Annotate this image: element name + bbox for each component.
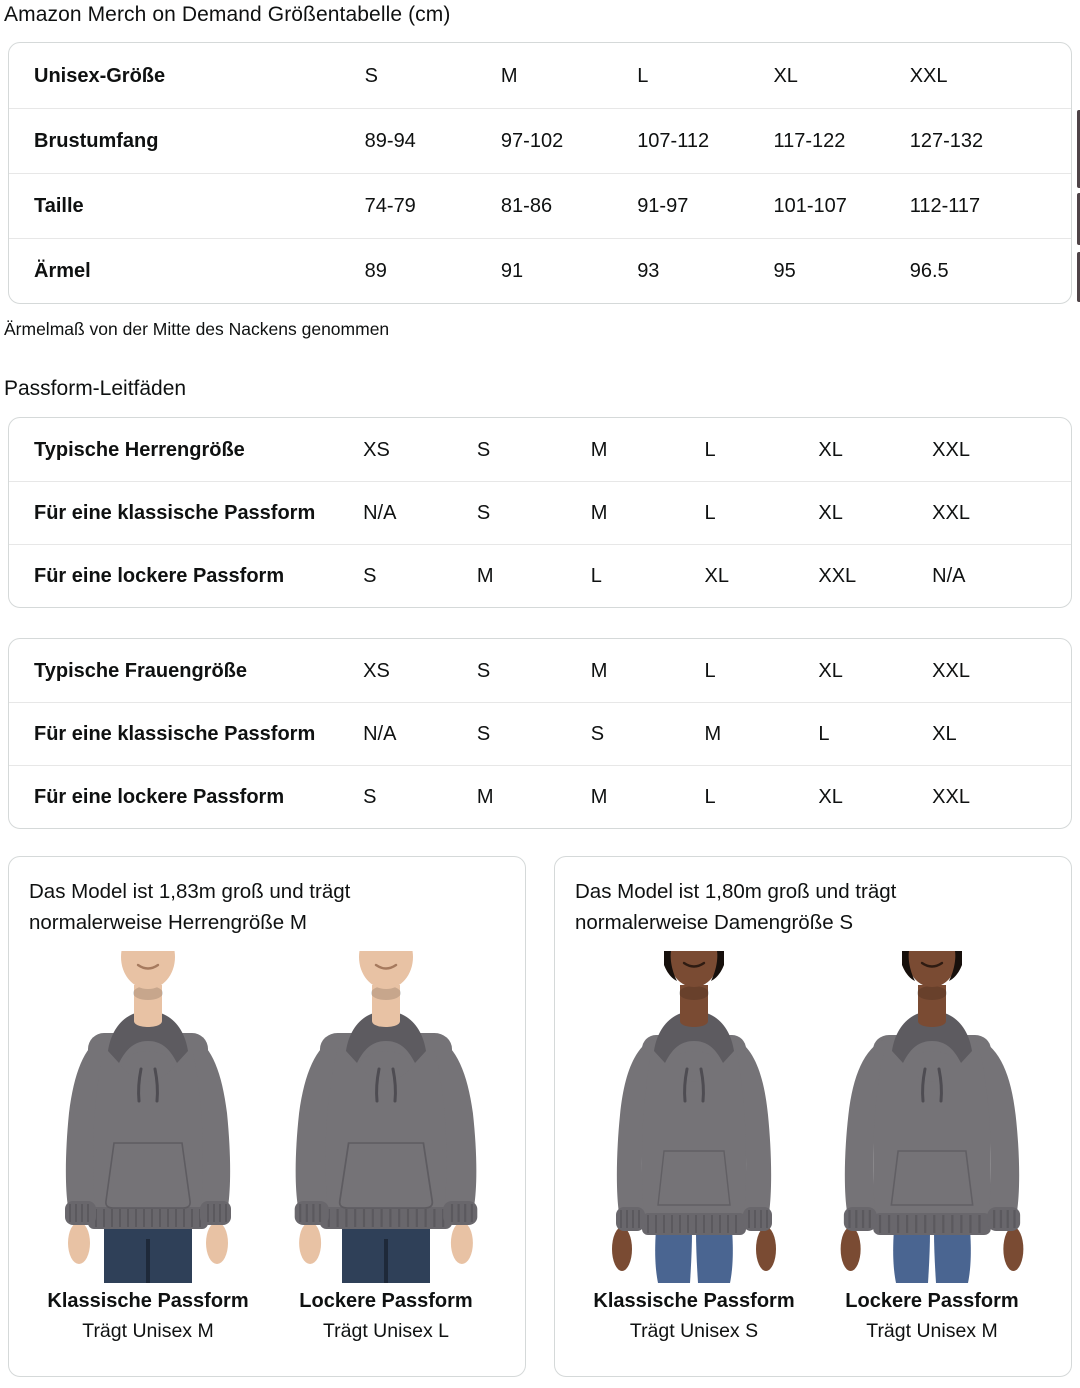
row-label: Für eine klassische Passform	[34, 723, 316, 745]
fit-table-men	[8, 417, 1072, 608]
sleeve-measure-note: Ärmelmaß von der Mitte des Nackens genommen	[4, 319, 390, 339]
cell-value: 93	[637, 260, 660, 282]
cell-value: N/A	[363, 502, 397, 524]
size-table	[8, 42, 1072, 304]
cell-value: N/A	[363, 723, 397, 745]
table-row-chest	[9, 108, 1071, 173]
fit-label: Lockere Passform	[845, 1289, 1019, 1312]
model-photo-classic-unisex-s	[575, 951, 813, 1283]
cell-value: XXL	[932, 786, 970, 808]
cell-value: 127-132	[909, 130, 984, 152]
size-col-l: L	[637, 64, 649, 87]
size-label: Trägt Unisex M	[82, 1319, 214, 1342]
figure-loose-fit	[267, 951, 505, 1343]
cell-value: M	[590, 786, 608, 808]
model-photo-loose-unisex-l	[267, 951, 505, 1283]
cell-value: L	[704, 502, 716, 524]
cell-value: M	[476, 565, 494, 587]
cell-value: 107-112	[637, 130, 710, 152]
cell-value: 81-86	[500, 195, 553, 217]
size-table-header-row	[9, 43, 1071, 108]
cell-value: L	[704, 659, 716, 682]
cell-value: S	[363, 565, 377, 587]
fit-row-typical-men	[9, 418, 1071, 481]
cell-value: 112-117	[909, 195, 981, 217]
cell-value: S	[476, 723, 491, 745]
row-label: Für eine lockere Passform	[34, 565, 285, 587]
cell-value: XXL	[932, 502, 970, 524]
cell-value: XXL	[932, 438, 970, 461]
cell-value: XXL	[932, 659, 970, 682]
model-photo-loose-unisex-m	[813, 951, 1051, 1283]
cell-value: S	[476, 659, 491, 682]
cell-value: L	[590, 565, 602, 587]
cell-value: N/A	[932, 565, 966, 587]
figure-classic-fit	[29, 951, 267, 1343]
model-figures	[29, 951, 505, 1343]
size-col-m: M	[500, 64, 518, 87]
size-table-header-label: Unisex-Größe	[34, 64, 166, 87]
fit-label: Klassische Passform	[47, 1289, 249, 1312]
fit-row-loose-men	[9, 544, 1071, 607]
row-label: Typische Frauengröße	[34, 659, 248, 682]
cell-value: XL	[932, 723, 957, 745]
model-description: Das Model ist 1,83m groß und trägt normalerweise Herrengröße M	[29, 880, 351, 935]
model-card-women	[554, 856, 1072, 1377]
size-col-xl: XL	[773, 64, 798, 87]
cell-value: M	[590, 438, 608, 461]
fit-guides-heading: Passform-Leitfäden	[4, 377, 187, 400]
cell-value: XXL	[818, 565, 857, 587]
cell-value: 89	[364, 260, 387, 282]
fit-row-typical-women	[9, 639, 1071, 702]
cell-value: L	[704, 438, 716, 461]
row-label: Für eine lockere Passform	[34, 786, 285, 808]
row-label: Für eine klassische Passform	[34, 502, 316, 524]
cell-value: XS	[363, 438, 390, 461]
size-label: Trägt Unisex S	[629, 1319, 759, 1342]
cell-value: XL	[818, 786, 843, 808]
model-cards	[8, 856, 1072, 1377]
table-row-waist	[9, 173, 1071, 238]
cell-value: S	[590, 723, 605, 745]
model-card-men	[8, 856, 526, 1377]
cell-value: M	[476, 786, 494, 808]
figure-loose-fit	[813, 951, 1051, 1343]
cell-value: XL	[704, 565, 730, 587]
cell-value: 117-122	[773, 130, 846, 152]
fit-row-classic-women	[9, 702, 1071, 765]
model-photo-classic-unisex-m	[29, 951, 267, 1283]
row-label: Ärmel	[34, 260, 91, 282]
cell-value: M	[590, 659, 608, 682]
cell-value: 91-97	[637, 195, 689, 217]
cell-value: 74-79	[364, 195, 416, 217]
cell-value: 89-94	[364, 130, 416, 152]
cell-value: 101-107	[773, 195, 847, 217]
cell-value: XL	[818, 438, 843, 461]
cell-value: S	[476, 438, 491, 461]
fit-table-women	[8, 638, 1072, 829]
size-col-s: S	[364, 64, 378, 87]
row-label: Typische Herrengröße	[34, 438, 245, 461]
fit-row-classic-men	[9, 481, 1071, 544]
size-col-xxl: XXL	[909, 64, 948, 87]
cell-value: XL	[818, 502, 843, 524]
page-title: Amazon Merch on Demand Größentabelle (cm)	[4, 3, 451, 26]
row-label: Brustumfang	[34, 130, 159, 152]
model-figures	[575, 951, 1051, 1343]
cell-value: L	[818, 723, 830, 745]
fit-label: Lockere Passform	[299, 1289, 473, 1312]
table-row-sleeve	[9, 238, 1071, 303]
cell-value: XS	[363, 659, 390, 682]
cell-value: M	[590, 502, 608, 524]
fit-row-loose-women	[9, 765, 1071, 828]
cell-value: L	[704, 786, 716, 808]
row-label: Taille	[34, 195, 84, 217]
model-description: Das Model ist 1,80m groß und trägt normalerweise Damengröße S	[575, 880, 897, 935]
cell-value: 97-102	[500, 130, 564, 152]
figure-classic-fit	[575, 951, 813, 1343]
cell-value: M	[704, 723, 722, 745]
fit-label: Klassische Passform	[593, 1289, 795, 1312]
cell-value: 91	[500, 260, 524, 282]
cell-value: 96.5	[909, 260, 949, 282]
size-label: Trägt Unisex L	[322, 1319, 450, 1342]
cell-value: S	[476, 502, 491, 524]
size-label: Trägt Unisex M	[866, 1319, 998, 1342]
cell-value: 95	[773, 260, 796, 282]
cell-value: S	[363, 786, 377, 808]
cell-value: XL	[818, 659, 843, 682]
